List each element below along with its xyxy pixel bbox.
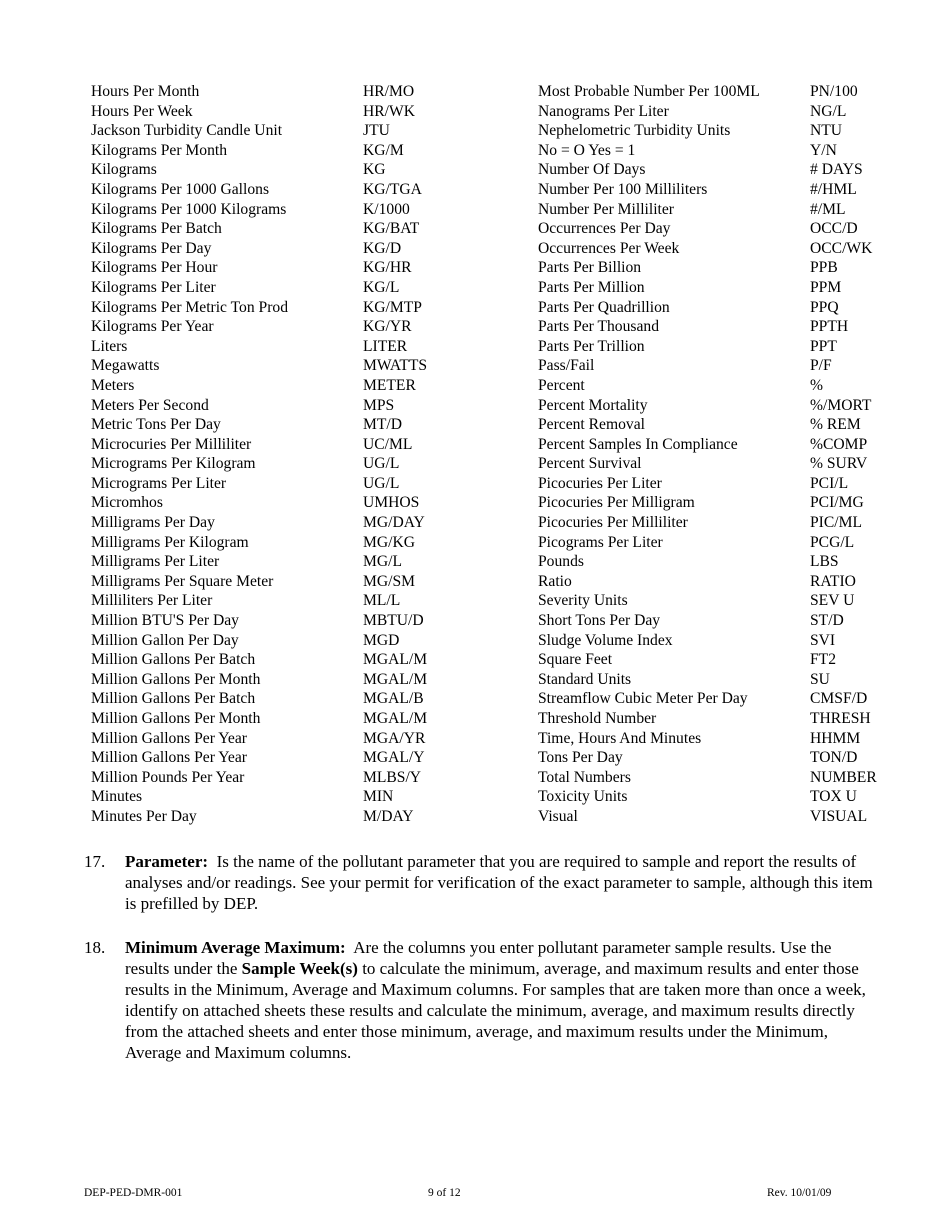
- table-row: [91, 454, 891, 474]
- unit-code-left: MWATTS: [363, 357, 428, 375]
- unit-name-left: Kilograms Per Metric Ton Prod: [91, 298, 288, 316]
- table-row: [91, 160, 891, 180]
- unit-name-right: Short Tons Per Day: [538, 612, 661, 630]
- unit-name-right: Toxicity Units: [538, 788, 628, 806]
- unit-code-right: PN/100: [810, 83, 858, 100]
- unit-name-right: Standard Units: [538, 670, 632, 688]
- item-18-min-avg-max: [84, 937, 874, 1063]
- unit-code-left: MBTU/D: [363, 612, 424, 630]
- unit-code-left: HR/WK: [363, 102, 415, 120]
- unit-name-left: Million Gallon Per Day: [91, 631, 239, 649]
- unit-code-right: PCI/L: [810, 474, 849, 492]
- unit-name-right: Picocuries Per Milliliter: [538, 514, 688, 532]
- unit-name-left: Kilograms Per Liter: [91, 278, 216, 296]
- unit-name-right: Percent Mortality: [538, 396, 648, 414]
- unit-name-right: Severity Units: [538, 592, 628, 610]
- unit-name-right: Picocuries Per Liter: [538, 474, 662, 492]
- unit-code-left: KG: [363, 161, 386, 179]
- unit-code-right: % REM: [810, 416, 861, 434]
- unit-code-right: NUMBER: [810, 768, 877, 786]
- unit-name-right: Tons Per Day: [538, 749, 623, 767]
- unit-name-right: Pounds: [538, 553, 584, 571]
- table-row: [91, 729, 891, 749]
- unit-name-left: Kilograms Per Hour: [91, 259, 218, 277]
- unit-code-left: KG/D: [363, 239, 402, 257]
- table-row: [91, 572, 891, 592]
- unit-code-right: NG/L: [810, 102, 847, 120]
- unit-code-left: KG/HR: [363, 259, 412, 277]
- unit-code-left: MGAL/M: [363, 670, 428, 688]
- table-row: [91, 82, 891, 102]
- unit-name-left: Liters: [91, 337, 128, 355]
- unit-code-right: VISUAL: [810, 807, 868, 825]
- table-row: [91, 376, 891, 396]
- unit-name-left: Million Gallons Per Month: [91, 670, 261, 688]
- footer-doc-id: DEP-PED-DMR-001: [84, 1187, 183, 1199]
- unit-name-left: Hours Per Month: [91, 83, 200, 100]
- item-18-text-before: Are the columns you enter pollutant parameter sample results. Use the results under the: [125, 938, 832, 978]
- unit-code-right: P/F: [810, 357, 832, 375]
- unit-code-left: KG/TGA: [363, 180, 422, 198]
- unit-name-left: Minutes: [91, 788, 143, 806]
- unit-name-left: Million Gallons Per Year: [91, 729, 247, 747]
- unit-code-right: % SURV: [810, 455, 868, 473]
- footer-page-number: 9 of 12: [428, 1187, 461, 1199]
- unit-name-left: Microcuries Per Milliliter: [91, 435, 252, 453]
- unit-code-right: HHMM: [810, 729, 861, 747]
- unit-name-left: Jackson Turbidity Candle Unit: [91, 122, 283, 140]
- table-row: [91, 278, 891, 298]
- table-row: [91, 396, 891, 416]
- unit-name-right: No = O Yes = 1: [538, 141, 636, 159]
- item-18-body: [125, 937, 874, 1063]
- unit-code-right: SEV U: [810, 592, 855, 610]
- unit-code-left: UMHOS: [363, 494, 420, 512]
- unit-name-right: Number Per 100 Milliliters: [538, 180, 708, 198]
- unit-name-right: Percent: [538, 376, 585, 394]
- unit-code-left: MGAL/M: [363, 710, 428, 727]
- unit-code-left: MLBS/Y: [363, 768, 422, 786]
- unit-name-right: Total Numbers: [538, 768, 631, 786]
- item-17-body: [125, 851, 874, 914]
- unit-code-right: %/MORT: [810, 396, 872, 414]
- unit-code-right: %: [810, 376, 823, 394]
- table-row: [91, 709, 891, 729]
- table-row: [91, 435, 891, 455]
- unit-name-right: Streamflow Cubic Meter Per Day: [538, 690, 748, 708]
- table-row: [91, 121, 891, 141]
- item-18-title: Minimum Average Maximum:: [125, 938, 346, 957]
- unit-name-left: Kilograms Per Year: [91, 318, 214, 336]
- unit-name-left: Hours Per Week: [91, 102, 193, 120]
- unit-name-left: Micrograms Per Kilogram: [91, 455, 256, 473]
- item-18-text-after: to calculate the minimum, average, and maximum results and enter those results in the Minimum, Average and Maximum columns. For samples that are taken more than once a week, identify on attached sheets these results and calculate the minimum, average, and maximum results directly from the attached sheets and enter those minimum, average, and maximum results under the Minimum, Average and Maximum columns.: [125, 959, 866, 1062]
- unit-code-left: KG/BAT: [363, 220, 420, 238]
- unit-code-right: LBS: [810, 553, 839, 571]
- unit-name-right: Parts Per Trillion: [538, 337, 645, 355]
- table-row: [91, 513, 891, 533]
- unit-name-left: Kilograms Per 1000 Kilograms: [91, 200, 287, 218]
- unit-code-right: SVI: [810, 631, 836, 649]
- unit-code-right: PCG/L: [810, 533, 855, 551]
- table-row: [91, 298, 891, 318]
- unit-code-left: MGAL/M: [363, 651, 428, 669]
- table-row: [91, 180, 891, 200]
- unit-name-right: Time, Hours And Minutes: [538, 729, 702, 747]
- table-row: [91, 141, 891, 161]
- unit-code-left: UC/ML: [363, 435, 413, 453]
- table-row: [91, 748, 891, 768]
- table-row: [91, 670, 891, 690]
- unit-code-left: METER: [363, 376, 416, 394]
- unit-name-left: Milligrams Per Liter: [91, 553, 220, 571]
- unit-code-left: ML/L: [363, 592, 401, 610]
- table-row: [91, 219, 891, 239]
- unit-code-right: THRESH: [810, 710, 871, 727]
- unit-code-right: FT2: [810, 651, 836, 669]
- item-18-number: 18.: [84, 938, 106, 957]
- table-row: [91, 552, 891, 572]
- table-row: [91, 768, 891, 788]
- unit-name-right: Sludge Volume Index: [538, 631, 673, 649]
- item-17-title: Parameter:: [125, 852, 209, 871]
- table-row: [91, 317, 891, 337]
- unit-name-right: Parts Per Thousand: [538, 318, 659, 336]
- item-17-parameter: [84, 851, 874, 914]
- unit-code-right: # DAYS: [810, 161, 863, 179]
- table-row: [91, 102, 891, 122]
- unit-name-left: Meters Per Second: [91, 396, 209, 414]
- unit-code-left: LITER: [363, 337, 408, 355]
- unit-name-left: Milligrams Per Day: [91, 514, 215, 532]
- unit-code-right: ST/D: [810, 612, 844, 630]
- unit-code-right: Y/N: [810, 141, 837, 159]
- unit-code-left: MGA/YR: [363, 729, 426, 747]
- unit-name-right: Picocuries Per Milligram: [538, 494, 695, 512]
- table-row: [91, 493, 891, 513]
- units-table: [91, 82, 891, 827]
- unit-name-left: Million Gallons Per Batch: [91, 690, 256, 708]
- unit-name-left: Micrograms Per Liter: [91, 474, 227, 492]
- unit-code-right: #/HML: [810, 180, 857, 198]
- unit-name-right: Visual: [538, 807, 578, 825]
- unit-code-right: PPM: [810, 278, 842, 296]
- unit-code-right: PPT: [810, 337, 837, 355]
- unit-name-right: Parts Per Billion: [538, 259, 642, 277]
- unit-name-right: Number Of Days: [538, 161, 646, 179]
- unit-name-left: Kilograms: [91, 161, 157, 179]
- table-row: [91, 787, 891, 807]
- unit-name-left: Kilograms Per Batch: [91, 220, 222, 238]
- unit-code-left: KG/YR: [363, 318, 412, 336]
- unit-code-left: K/1000: [363, 200, 410, 218]
- unit-name-right: Picograms Per Liter: [538, 533, 663, 551]
- unit-name-left: Million Pounds Per Year: [91, 768, 245, 786]
- unit-name-left: Kilograms Per Month: [91, 141, 228, 159]
- table-row: [91, 239, 891, 259]
- unit-code-right: RATIO: [810, 572, 856, 590]
- unit-name-right: Ratio: [538, 572, 572, 590]
- unit-code-left: MG/SM: [363, 572, 415, 590]
- table-row: [91, 356, 891, 376]
- unit-code-right: PPQ: [810, 298, 839, 316]
- unit-name-left: Million Gallons Per Month: [91, 710, 261, 727]
- table-row: [91, 415, 891, 435]
- unit-code-left: UG/L: [363, 474, 400, 492]
- unit-name-right: Number Per Milliliter: [538, 200, 674, 218]
- unit-code-left: KG/L: [363, 278, 400, 296]
- unit-code-left: MGAL/Y: [363, 749, 425, 767]
- unit-name-left: Milliliters Per Liter: [91, 592, 213, 610]
- unit-code-right: TON/D: [810, 749, 858, 767]
- unit-code-left: MGD: [363, 631, 400, 649]
- unit-code-right: PCI/MG: [810, 494, 864, 512]
- unit-code-right: PPTH: [810, 318, 849, 336]
- table-row: [91, 591, 891, 611]
- unit-name-left: Million Gallons Per Batch: [91, 651, 256, 669]
- unit-code-left: MT/D: [363, 416, 402, 434]
- unit-code-right: PPB: [810, 259, 838, 277]
- unit-code-right: OCC/D: [810, 220, 858, 238]
- unit-name-right: Nanograms Per Liter: [538, 102, 669, 120]
- unit-name-left: Megawatts: [91, 357, 160, 375]
- table-row: [91, 533, 891, 553]
- unit-code-left: HR/MO: [363, 83, 415, 100]
- unit-code-right: OCC/WK: [810, 239, 873, 257]
- unit-name-right: Percent Survival: [538, 455, 642, 473]
- table-row: [91, 258, 891, 278]
- unit-code-right: %COMP: [810, 435, 868, 453]
- table-row: [91, 337, 891, 357]
- table-row: [91, 807, 891, 827]
- table-row: [91, 689, 891, 709]
- unit-name-left: Minutes Per Day: [91, 807, 197, 825]
- unit-name-right: Parts Per Million: [538, 278, 645, 296]
- unit-name-right: Pass/Fail: [538, 357, 595, 375]
- table-row: [91, 650, 891, 670]
- unit-name-left: Micromhos: [91, 494, 163, 512]
- unit-code-left: KG/M: [363, 141, 404, 159]
- unit-name-left: Million Gallons Per Year: [91, 749, 247, 767]
- unit-name-right: Most Probable Number Per 100ML: [538, 83, 760, 100]
- unit-name-right: Occurrences Per Day: [538, 220, 671, 238]
- unit-code-right: SU: [810, 670, 830, 688]
- unit-code-left: MG/DAY: [363, 514, 425, 532]
- unit-name-right: Occurrences Per Week: [538, 239, 680, 257]
- table-row: [91, 200, 891, 220]
- unit-code-right: #/ML: [810, 200, 846, 218]
- unit-name-right: Percent Removal: [538, 416, 645, 434]
- table-row: [91, 631, 891, 651]
- unit-code-left: UG/L: [363, 455, 400, 473]
- item-18-emphasis: Sample Week(s): [241, 959, 358, 978]
- unit-code-left: MG/L: [363, 553, 402, 571]
- item-17-text: Is the name of the pollutant parameter that you are required to sample and report the results of analyses and/or readings. See your permit for verification of the exact parameter to sample, although this item is prefilled by DEP.: [125, 852, 873, 913]
- unit-name-right: Nephelometric Turbidity Units: [538, 122, 731, 140]
- unit-code-right: PIC/ML: [810, 514, 862, 532]
- item-17-number: 17.: [84, 852, 106, 871]
- unit-name-right: Percent Samples In Compliance: [538, 435, 738, 453]
- unit-code-left: M/DAY: [363, 807, 414, 825]
- unit-code-left: MGAL/B: [363, 690, 424, 708]
- unit-code-left: MG/KG: [363, 533, 415, 551]
- unit-name-right: Parts Per Quadrillion: [538, 298, 670, 316]
- table-row: [91, 611, 891, 631]
- unit-name-left: Milligrams Per Kilogram: [91, 533, 249, 551]
- unit-name-right: Threshold Number: [538, 710, 657, 727]
- footer-revision: Rev. 10/01/09: [767, 1187, 832, 1199]
- unit-code-left: MPS: [363, 396, 395, 414]
- unit-name-left: Milligrams Per Square Meter: [91, 572, 274, 590]
- unit-code-right: TOX U: [810, 788, 857, 806]
- unit-code-right: CMSF/D: [810, 690, 868, 708]
- unit-name-left: Metric Tons Per Day: [91, 416, 221, 434]
- unit-code-left: MIN: [363, 788, 394, 806]
- unit-code-right: NTU: [810, 122, 843, 140]
- unit-name-left: Kilograms Per Day: [91, 239, 212, 257]
- table-row: [91, 474, 891, 494]
- unit-code-left: JTU: [363, 122, 390, 140]
- unit-name-left: Meters: [91, 376, 135, 394]
- unit-name-right: Square Feet: [538, 651, 613, 669]
- unit-name-left: Kilograms Per 1000 Gallons: [91, 180, 270, 198]
- unit-name-left: Million BTU'S Per Day: [91, 612, 239, 630]
- unit-code-left: KG/MTP: [363, 298, 422, 316]
